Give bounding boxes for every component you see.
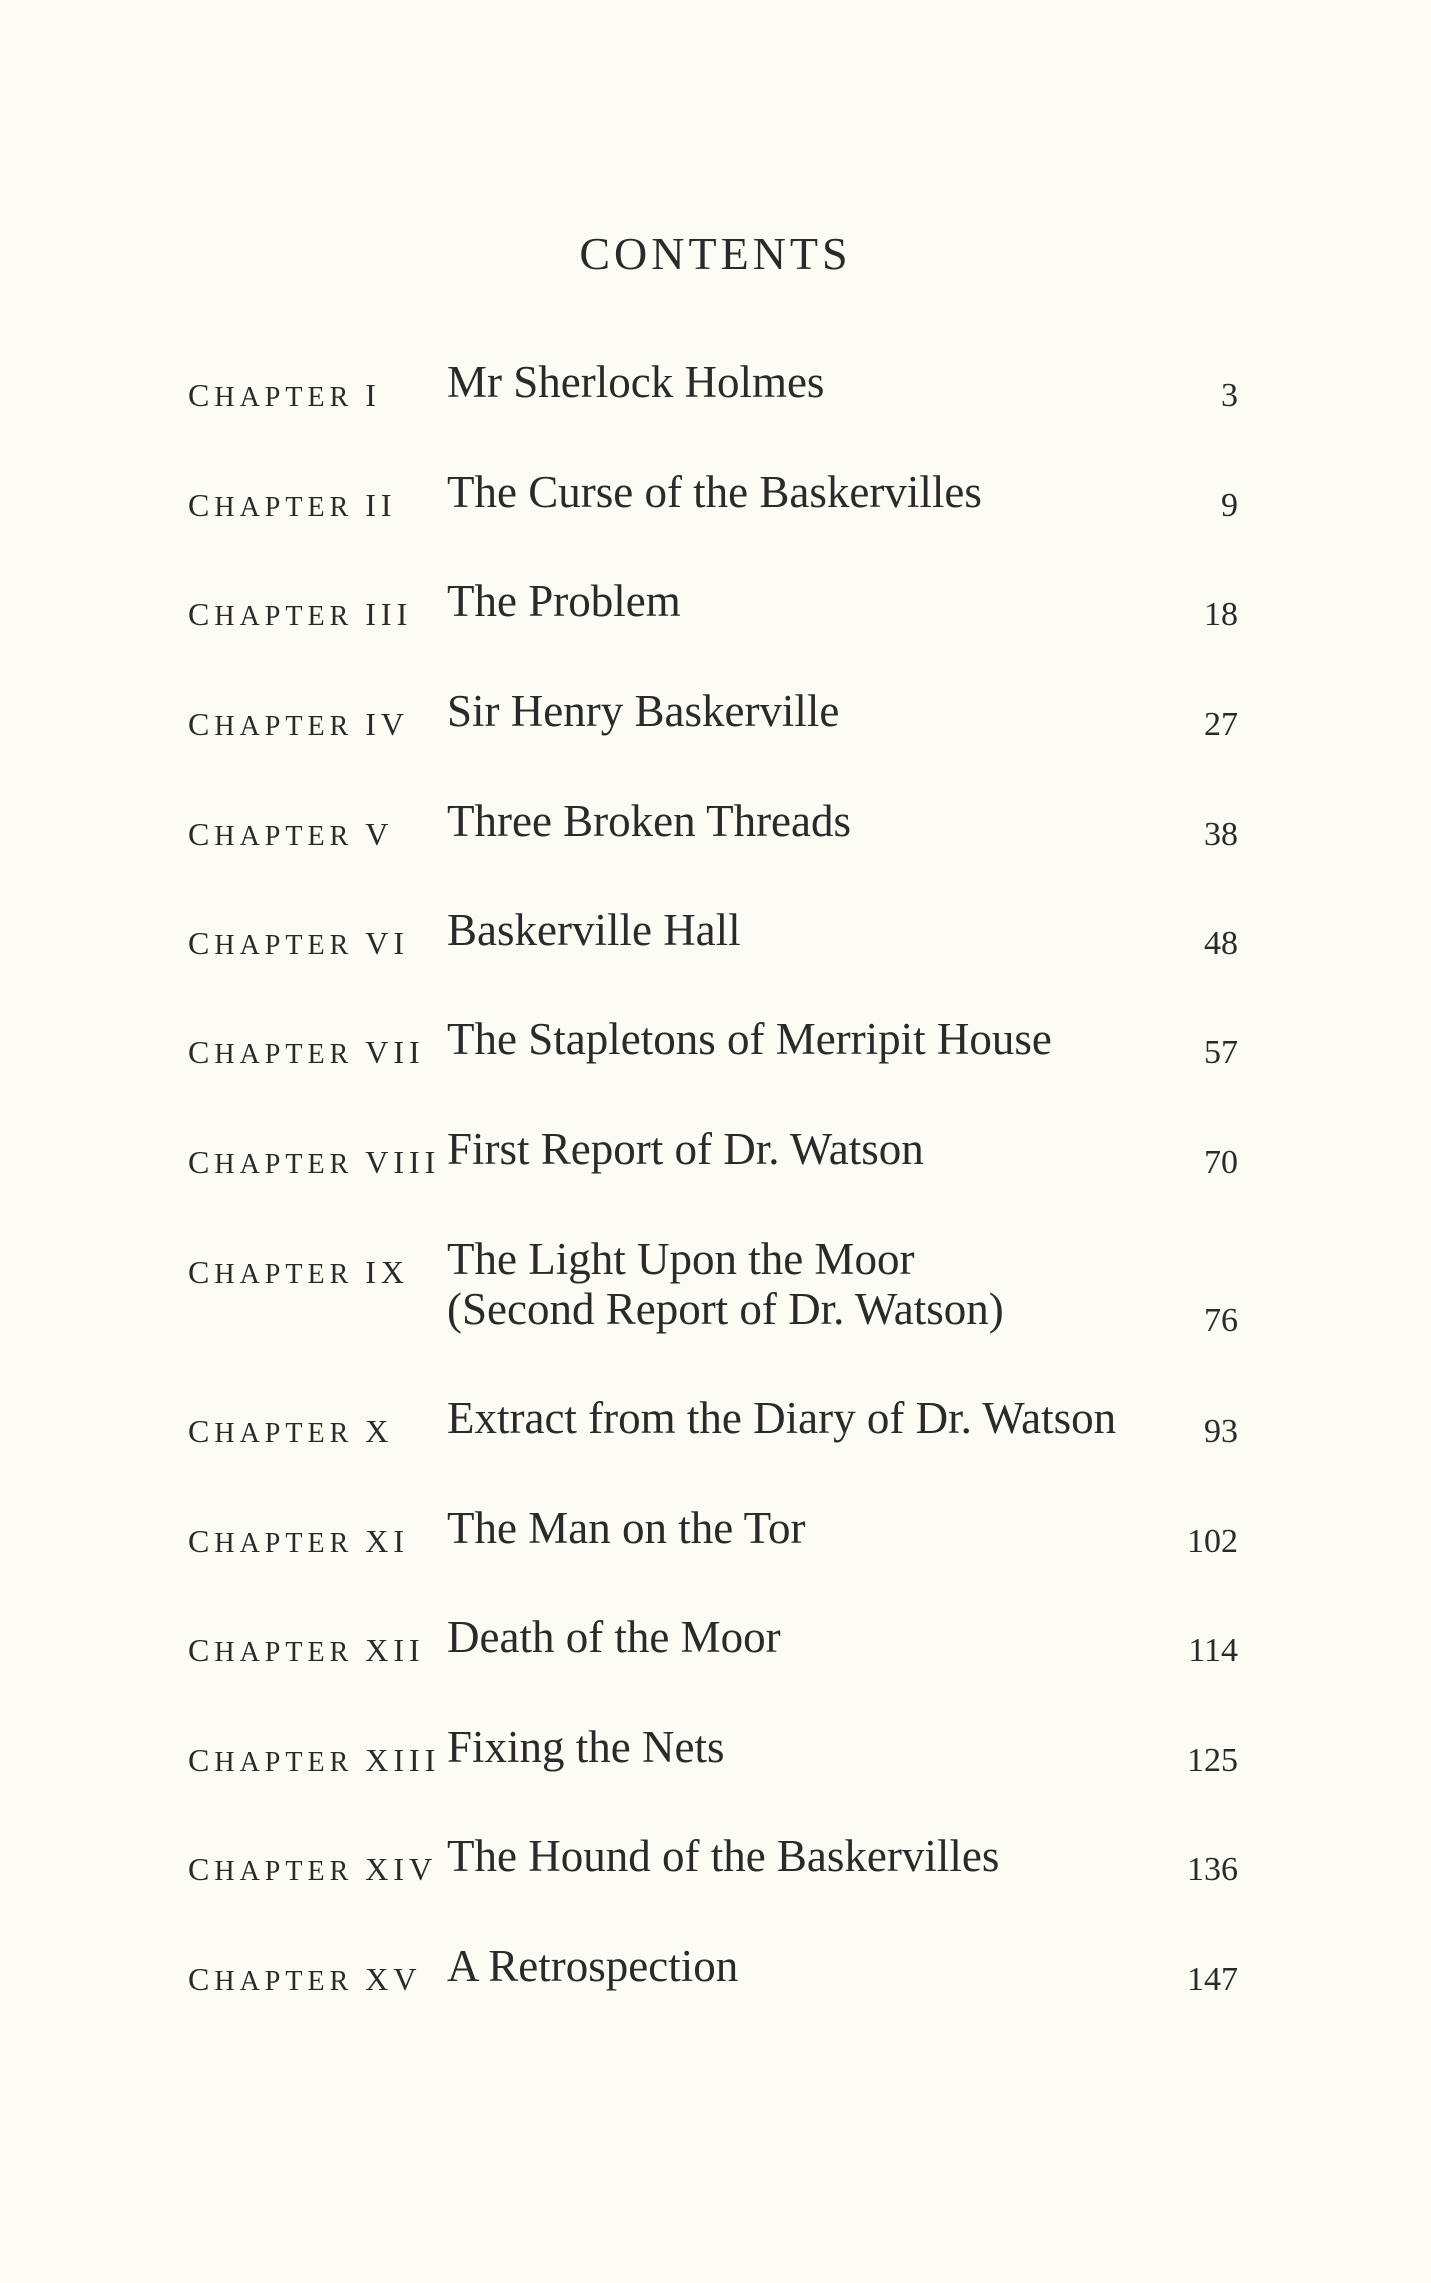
chapter-title [447,576,681,626]
chapter-numeral: XIV [365,1851,438,1887]
chapter-label-rest: HAPTER [214,601,354,632]
chapter-numeral: III [365,596,413,632]
chapter-title [447,1014,1052,1064]
chapter-title-line: Fixing the Nets [447,1722,725,1772]
chapter-label-rest: HAPTER [214,1966,354,1997]
chapter-label-rest: HAPTER [214,821,354,852]
chapter-label [188,1742,440,1779]
chapter-title [447,1393,1116,1443]
chapter-label-initial: C [188,596,215,632]
page-number: 93 [1204,1413,1238,1450]
chapter-numeral: VI [365,925,410,961]
chapter-numeral: XII [365,1632,425,1668]
chapter-title [447,1722,725,1772]
chapter-numeral: V [365,816,394,852]
chapter-label-initial: C [188,487,215,523]
chapter-numeral: IV [365,706,410,742]
page-number: 57 [1204,1034,1238,1071]
chapter-numeral: XV [365,1961,422,1997]
chapter-label [188,1413,393,1450]
chapter-label [188,1632,425,1669]
chapter-label-rest: HAPTER [214,930,354,961]
chapter-label-initial: C [188,816,215,852]
page-number: 18 [1204,596,1238,633]
chapter-numeral: X [365,1413,394,1449]
chapter-title [447,1831,999,1881]
chapter-numeral: IX [365,1254,410,1290]
chapter-title [447,357,824,407]
chapter-title-line: Mr Sherlock Holmes [447,357,825,407]
chapter-title-line: Three Broken Threads [447,796,852,846]
chapter-numeral: XI [365,1523,410,1559]
chapter-label-rest: HAPTER [214,1418,354,1449]
chapter-label-initial: C [188,1034,215,1070]
chapter-label-initial: C [188,377,215,413]
chapter-title-line: First Report of Dr. Watson [447,1124,924,1174]
page-number: 147 [1187,1961,1238,1998]
chapter-label-initial: C [188,706,215,742]
page-number: 102 [1187,1523,1238,1560]
chapter-label [188,1254,409,1291]
page-number: 3 [1221,377,1238,414]
chapter-label [188,816,393,853]
chapter-title-line: Death of the Moor [447,1612,781,1662]
chapter-title-line-2: (Second Report of Dr. Watson) [447,1284,1004,1334]
chapter-label-initial: C [188,1523,215,1559]
chapter-label-rest: HAPTER [214,1528,354,1559]
chapter-title-line: The Stapletons of Merripit House [447,1014,1052,1064]
chapter-title-line: The Problem [447,576,681,626]
chapter-title-line: Extract from the Diary of Dr. Watson [447,1393,1117,1443]
chapter-label [188,1144,440,1181]
chapter-label [188,1034,425,1071]
contents-heading: CONTENTS [579,228,852,279]
chapter-title [447,467,982,517]
page-number: 27 [1204,706,1238,743]
chapter-label-initial: C [188,1851,215,1887]
chapter-label-initial: C [188,1144,215,1180]
page-number: 136 [1187,1851,1238,1888]
chapter-label [188,1851,437,1888]
page-number: 70 [1204,1144,1238,1181]
chapter-label-rest: HAPTER [214,1259,354,1290]
chapter-label-rest: HAPTER [214,1039,354,1070]
chapter-title [447,796,851,846]
chapter-label-rest: HAPTER [214,382,354,413]
chapter-label-initial: C [188,1413,215,1449]
page-number: 38 [1204,816,1238,853]
page-number: 125 [1187,1742,1238,1779]
chapter-title [447,905,741,955]
chapter-label [188,377,381,414]
chapter-title [447,1503,805,1553]
chapter-label [188,1961,421,1998]
chapter-label-initial: C [188,1961,215,1997]
chapter-title-line: A Retrospection [447,1941,739,1991]
page-number: 48 [1204,925,1238,962]
chapter-label-initial: C [188,1742,215,1778]
chapter-title [447,1612,781,1662]
chapter-title-line: The Man on the Tor [447,1503,806,1553]
chapter-numeral: VII [365,1034,425,1070]
page-number: 76 [1204,1302,1238,1339]
chapter-title [447,1234,1004,1334]
chapter-title-line: The Light Upon the Moor [447,1234,915,1284]
chapter-label-rest: HAPTER [214,492,354,523]
chapter-label-initial: C [188,1254,215,1290]
chapter-label [188,487,397,524]
chapter-label [188,596,412,633]
chapter-numeral: I [365,377,381,413]
page-number: 114 [1188,1632,1238,1669]
chapter-label-rest: HAPTER [214,1856,354,1887]
chapter-label-rest: HAPTER [214,711,354,742]
chapter-numeral: VIII [365,1144,441,1180]
chapter-label-rest: HAPTER [214,1637,354,1668]
chapter-label [188,1523,409,1560]
chapter-title [447,1941,738,1991]
chapter-title-line: Sir Henry Baskerville [447,686,840,736]
chapter-label-initial: C [188,1632,215,1668]
chapter-title [447,1124,924,1174]
chapter-label-rest: HAPTER [214,1747,354,1778]
chapter-numeral: II [365,487,397,523]
chapter-title-line: The Curse of the Baskervilles [447,467,982,517]
chapter-numeral: XIII [365,1742,441,1778]
chapter-title-line: The Hound of the Baskervilles [447,1831,1000,1881]
chapter-label-rest: HAPTER [214,1149,354,1180]
page-number: 9 [1221,487,1238,524]
chapter-label [188,925,409,962]
chapter-title [447,686,839,736]
chapter-label [188,706,409,743]
chapter-title-line: Baskerville Hall [447,905,741,955]
chapter-label-initial: C [188,925,215,961]
